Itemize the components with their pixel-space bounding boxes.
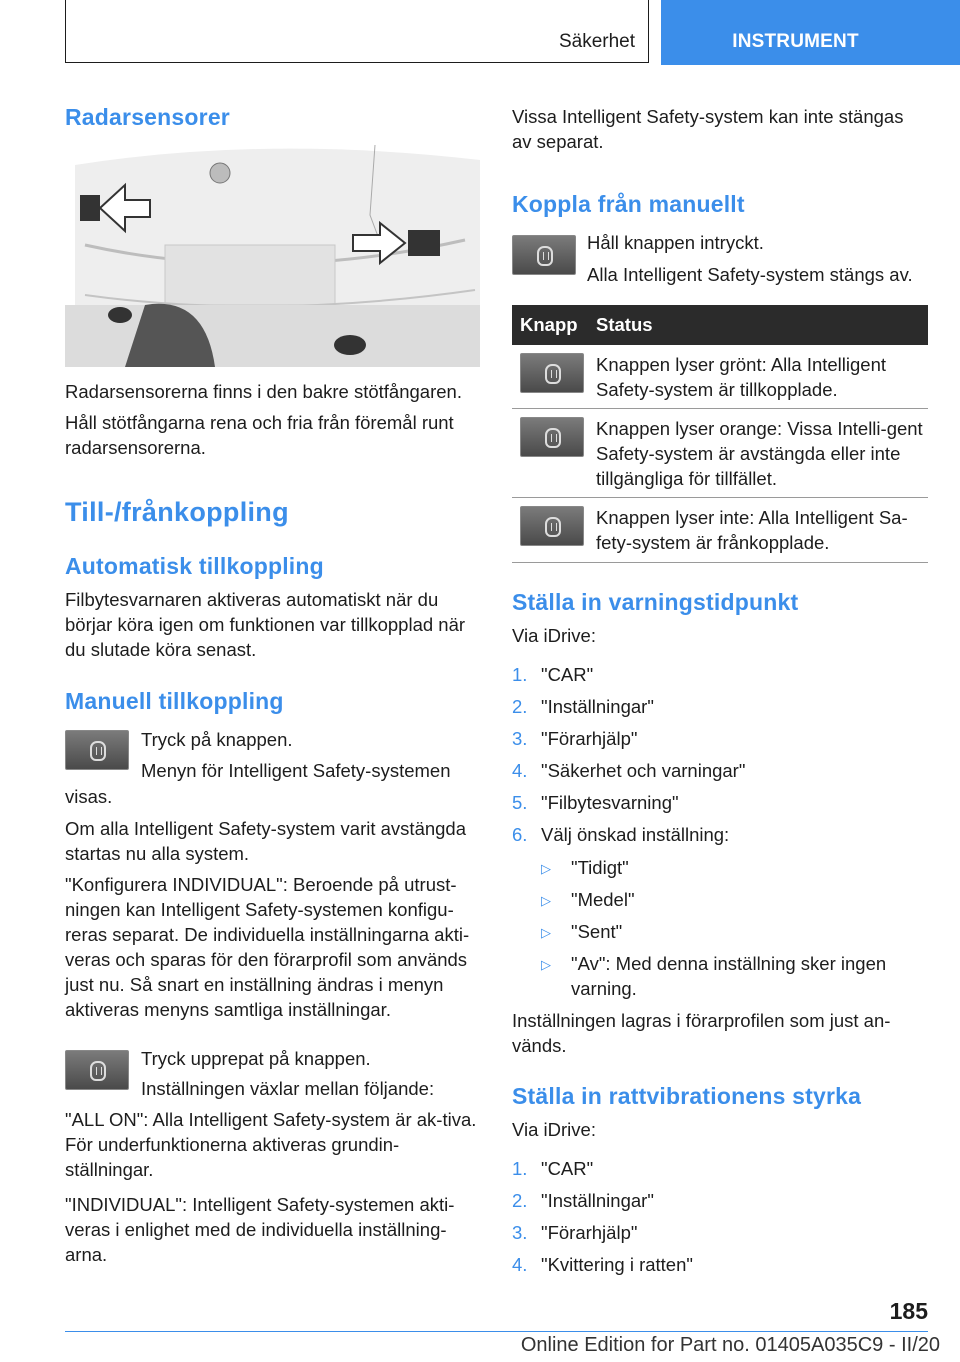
intro-paragraph: Vissa Intelligent Safety-system kan inte stängas av separat. — [512, 106, 904, 152]
radar-paragraph-1: Radarsensorerna finns i den bakre stötfångaren. — [65, 381, 462, 402]
warn-via: Via iDrive: — [512, 625, 596, 646]
list-number: 1. — [512, 664, 528, 685]
table-cell-status: Knappen lyser grönt: Alla Intelligent Safety-system är tillkopplade. — [596, 354, 887, 400]
list-number: 6. — [512, 824, 528, 845]
intelligent-safety-button-icon — [90, 741, 106, 761]
list-number: 4. — [512, 760, 528, 781]
auto-title: Automatisk tillkoppling — [65, 553, 324, 579]
footer-divider — [65, 1331, 928, 1332]
warn-after-paragraph: Inställningen lagras i förarprofilen som just an-vänds. — [512, 1010, 891, 1056]
list-number: 5. — [512, 792, 528, 813]
rear-bumper-photo — [65, 145, 480, 367]
off-title: Koppla från manuellt — [512, 191, 745, 217]
off-line-2: Alla Intelligent Safety-system stängs av. — [587, 264, 913, 285]
vib-title: Ställa in rattvibrationens styrka — [512, 1083, 862, 1109]
list-text: "Kvittering i ratten" — [541, 1254, 693, 1275]
footer-edition: Online Edition for Part no. 01405A035C9 - II/20 — [520, 1334, 940, 1356]
list-number: 4. — [512, 1254, 528, 1275]
section-title: Till-/frånkoppling — [65, 497, 289, 527]
sub-list-text: "Sent" — [571, 921, 623, 942]
table-header-status: Status — [596, 314, 653, 335]
list-text: "Filbytesvarning" — [541, 792, 679, 813]
header-tab-instrument[interactable]: INSTRUMENT — [661, 0, 960, 65]
button-image — [65, 730, 129, 770]
intelligent-safety-button-icon — [90, 1061, 106, 1081]
triangle-bullet-icon: ▷ — [541, 893, 551, 908]
radar-paragraph-2: Håll stötfångarna rena och fria från föremål runt radarsensorerna. — [65, 412, 454, 458]
manual-repeat-line-2: Inställningen växlar mellan följande: — [141, 1078, 435, 1099]
table-cell-status: Knappen lyser inte: Alla Intelligent Sa-fety-system är frånkopplade. — [596, 507, 908, 553]
table-header-button: Knapp — [520, 314, 578, 335]
manual-paragraph-1: Om alla Intelligent Safety-system varit avstängda startas nu alla system. — [65, 818, 467, 864]
list-text: Välj önskad inställning: — [541, 824, 730, 845]
triangle-bullet-icon: ▷ — [541, 861, 551, 876]
page-number: 185 — [889, 1298, 928, 1324]
triangle-bullet-icon: ▷ — [541, 925, 551, 940]
intelligent-safety-button-icon — [537, 246, 553, 266]
table-cell-status: Knappen lyser orange: Vissa Intelli-gent Safety-system är avstängda eller inte tillgängliga för tillfället. — [596, 418, 923, 489]
list-number: 1. — [512, 1158, 528, 1179]
button-image — [520, 417, 584, 457]
button-image — [65, 1050, 129, 1090]
table-row — [512, 498, 928, 563]
button-image — [512, 235, 576, 275]
list-text: "Inställningar" — [541, 696, 654, 717]
sub-list-text: "Medel" — [571, 889, 635, 910]
list-number: 3. — [512, 1222, 528, 1243]
list-number: 2. — [512, 696, 528, 717]
radar-title: Radarsensorer — [65, 104, 230, 130]
intelligent-safety-button-icon — [545, 517, 561, 537]
manual-paragraph-4: "INDIVIDUAL": Intelligent Safety-systemen akti-veras i enlighet med de individuella inställning-arna. — [65, 1194, 455, 1265]
manual-line-2: Menyn för Intelligent Safety-systemen — [141, 760, 451, 781]
auto-paragraph: Filbytesvarnaren aktiveras automatiskt när du börjar köra igen om funktionen var tillkopplad när du slutade köra senast. — [65, 589, 466, 660]
list-text: "Förarhjälp" — [541, 1222, 638, 1243]
manual-paragraph-2: "Konfigurera INDIVIDUAL": Beroende på utrust-ningen kan Intelligent Safety-systemen konfigu-reras separat. De individuella inställningarna akti-veras och sparas för den förarprofil som används just nu. Så snart en inställning ändras i menyn aktiveras menyns samtliga inställningar. — [65, 874, 470, 1020]
intelligent-safety-button-icon — [545, 364, 561, 384]
list-text: "Säkerhet och varningar" — [541, 760, 746, 781]
list-text: "Förarhjälp" — [541, 728, 638, 749]
vib-via: Via iDrive: — [512, 1119, 596, 1140]
manual-repeat-line-1: Tryck upprepat på knappen. — [141, 1048, 371, 1069]
list-text: "CAR" — [541, 664, 594, 685]
manual-line-3: visas. — [65, 786, 113, 807]
list-number: 3. — [512, 728, 528, 749]
sub-list-text: "Tidigt" — [571, 857, 629, 878]
sub-list-text: varning. — [571, 978, 637, 999]
list-text: "Inställningar" — [541, 1190, 654, 1211]
manual-paragraph-3: "ALL ON": Alla Intelligent Safety-system är ak-tiva. För underfunktionerna aktiveras grundin-ställningar. — [65, 1109, 477, 1180]
manual-line-1: Tryck på knappen. — [141, 729, 293, 750]
list-text: "CAR" — [541, 1158, 594, 1179]
triangle-bullet-icon: ▷ — [541, 957, 551, 972]
table-row — [512, 409, 928, 498]
button-image — [520, 353, 584, 393]
button-image — [520, 506, 584, 546]
sub-list-text: "Av": Med denna inställning sker ingen — [571, 953, 887, 974]
table-row — [512, 345, 928, 409]
status-table-header — [512, 305, 928, 345]
warn-title: Ställa in varningstidpunkt — [512, 589, 799, 615]
manual-title: Manuell tillkoppling — [65, 688, 284, 714]
list-number: 2. — [512, 1190, 528, 1211]
intelligent-safety-button-icon — [545, 428, 561, 448]
header-section-title: Säkerhet — [558, 31, 635, 52]
off-line-1: Håll knappen intryckt. — [587, 232, 764, 253]
